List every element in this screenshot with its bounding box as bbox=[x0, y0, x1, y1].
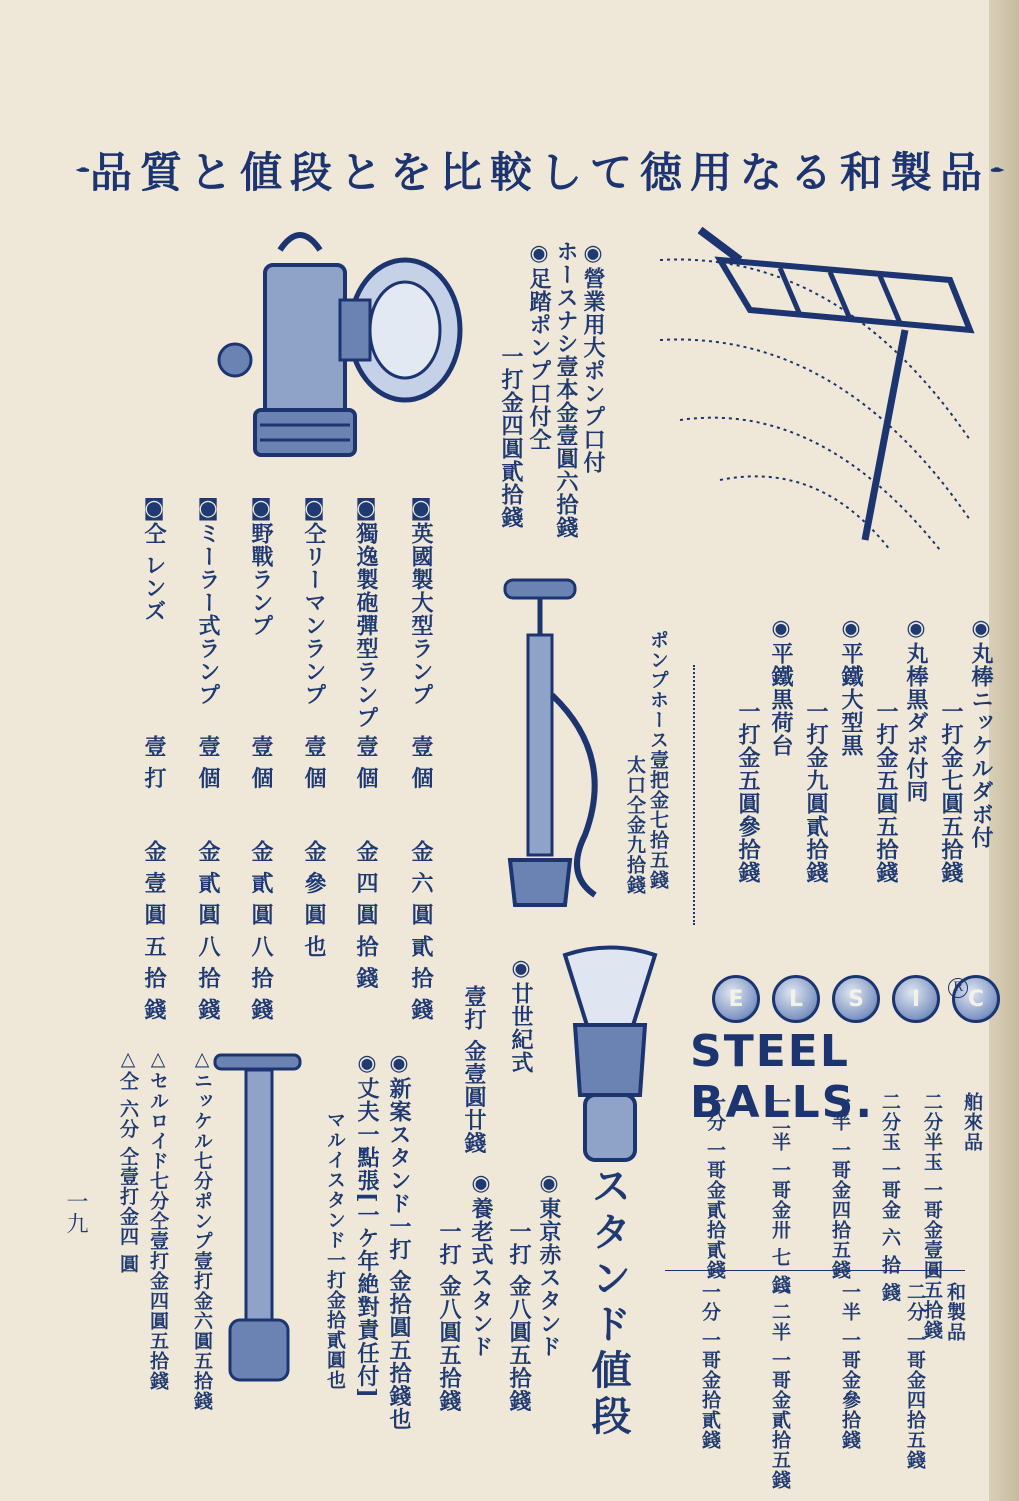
domestic-line-2: 一半 一哥金參拾錢 bbox=[839, 1282, 861, 1450]
stand-title: スタンド値段 bbox=[585, 1165, 632, 1441]
lamp-item-6-name: ◙仝 レンズ bbox=[141, 495, 167, 623]
brand-ball-s: S bbox=[832, 975, 880, 1023]
dotted-divider bbox=[693, 665, 695, 925]
lamp-item-5-price: 金 貳 圓 八 拾 錢 bbox=[195, 840, 221, 1022]
lamp-item-5-qty: 壹 個 bbox=[195, 735, 221, 790]
bottom-line-2: ◉丈夫一點張[一ケ年絶對責任付] bbox=[354, 1050, 380, 1399]
stand-line-1: ◉東京赤スタンド bbox=[536, 1170, 562, 1358]
pointing-hand-left-icon bbox=[75, 153, 90, 187]
heading-text: 品質と値段とを比較して徳用なる和製品 bbox=[89, 148, 990, 197]
pump-illustration bbox=[495, 575, 620, 915]
lamp-item-2-qty: 壹 個 bbox=[353, 735, 379, 790]
carrier-line-2: 一打金七圓五拾錢 bbox=[938, 700, 964, 884]
carrier-line-1: ◉丸棒ニッケルダボ付 bbox=[968, 615, 994, 849]
domestic-line-4: 一分 一哥金拾貳錢 bbox=[699, 1282, 721, 1450]
brand-ball-l: L bbox=[772, 975, 820, 1023]
page-heading bbox=[75, 130, 1005, 210]
domestic-line-3: 一二半 一哥金貳拾五錢 bbox=[769, 1282, 791, 1490]
brand-ball-e: E bbox=[712, 975, 760, 1023]
carrier-line-6: 一打金九圓貳拾錢 bbox=[803, 700, 829, 884]
imported-line-5: 一分 一哥金貳拾貳錢 bbox=[704, 1092, 726, 1280]
lamp-item-2-price: 金 四 圓 拾 錢 bbox=[353, 840, 379, 990]
stand-line-3: ◉養老式スタンド bbox=[468, 1170, 494, 1358]
domestic-label: 和製品 bbox=[944, 1282, 966, 1342]
stand-line-2: 一打 金八圓五拾錢 bbox=[506, 1220, 532, 1413]
bottom-line-6: △仝 六分 仝壹打金四 圓 bbox=[117, 1048, 139, 1274]
stand-illustration bbox=[555, 945, 665, 1165]
carrier-line-7: ◉平鐵黒荷台 bbox=[768, 615, 794, 757]
bottom-line-4: △ニッケル七分ポンプ壹打金六圓五拾錢 bbox=[191, 1048, 213, 1411]
stand-line-4: 一打 金八圓五拾錢 bbox=[436, 1220, 462, 1413]
lamp-item-4-price: 金 貳 圓 八 拾 錢 bbox=[248, 840, 274, 1022]
lamp-item-6-price: 金 壹 圓 五 拾 錢 bbox=[141, 840, 167, 1022]
carrier-line-3: ◉丸棒黒ダボ付同 bbox=[903, 615, 929, 803]
carrier-line-4: 一打金五圓五拾錢 bbox=[873, 700, 899, 884]
registered-mark: R bbox=[948, 978, 968, 998]
pointing-hand-right-icon bbox=[990, 153, 1005, 187]
lamp-item-4-qty: 壹 個 bbox=[248, 735, 274, 790]
lamp-item-3-name: ◙仝リーマンランプ bbox=[301, 495, 327, 706]
twentieth-line-2: 壹打 金壹圓廿錢 bbox=[461, 985, 487, 1155]
pump-top-line-3: ◉足踏ポンプ口付仝 bbox=[526, 240, 552, 451]
imported-label: 舶來品 bbox=[961, 1092, 983, 1152]
small-pump-illustration bbox=[210, 1050, 310, 1390]
lamp-item-5-name: ◙ミーラー式ランプ bbox=[195, 495, 221, 706]
lamp-illustration bbox=[210, 220, 470, 470]
lamp-item-3-qty: 壹 個 bbox=[301, 735, 327, 790]
bottom-line-3: マルイスタンド一打金拾貳圓也 bbox=[324, 1110, 346, 1390]
brand-ball-c: C bbox=[952, 975, 1000, 1023]
bottom-line-5: △セルロイド七分仝壹打金四圓五拾錢 bbox=[147, 1048, 169, 1391]
imported-line-2: 二分玉 一哥金 六 拾 錢 bbox=[879, 1092, 901, 1303]
bottom-line-1: ◉新案スタンド一打 金拾圓五拾錢也 bbox=[386, 1050, 412, 1431]
domestic-line-1: 二分 一哥金四拾五錢 bbox=[904, 1282, 926, 1470]
lamp-item-3-price: 金 參 圓 也 bbox=[301, 840, 327, 958]
lamp-item-6-qty: 壹 打 bbox=[141, 735, 167, 790]
steel-balls-title: STEEL BALLS. bbox=[690, 1026, 875, 1128]
pump-top-line-1: ◉營業用大ポンプ口付 bbox=[580, 240, 606, 474]
lamp-item-1-price: 金 六 圓 貳 拾 錢 bbox=[408, 840, 434, 1022]
lamp-item-4-name: ◙野戰ランプ bbox=[248, 495, 274, 637]
imported-line-1: 二分半玉 一哥金壹圓五拾錢 bbox=[921, 1092, 943, 1340]
imported-line-3: 一半 一哥金四拾五錢 bbox=[829, 1092, 851, 1280]
carrier-line-5: ◉平鐵大型黒 bbox=[838, 615, 864, 757]
pump-hose-line-1: ポンプホース壹把金七拾五錢 bbox=[647, 630, 669, 890]
pump-top-line-4: 一打金四圓貳拾錢 bbox=[498, 345, 524, 529]
twentieth-line-1: ◉廿世紀式 bbox=[508, 955, 534, 1074]
pump-hose-line-2: 太口仝金九拾錢 bbox=[624, 755, 646, 895]
lamp-item-2-name: ◙獨逸製砲彈型ランプ bbox=[353, 495, 379, 729]
imported-line-4: 一二半 一哥金卅 七 錢 bbox=[769, 1092, 791, 1295]
carrier-illustration bbox=[640, 220, 990, 560]
pump-top-line-2: ホースナシ壹本金壹圓六拾錢 bbox=[553, 240, 579, 539]
lamp-item-1-qty: 壹 個 bbox=[408, 735, 434, 790]
carrier-line-8: 一打金五圓參拾錢 bbox=[735, 700, 761, 884]
brand-ball-i: I bbox=[892, 975, 940, 1023]
page-number: 一九 bbox=[63, 1190, 88, 1234]
lamp-item-1-name: ◙英國製大型ランプ bbox=[408, 495, 434, 706]
steel-balls-divider bbox=[665, 1270, 965, 1271]
